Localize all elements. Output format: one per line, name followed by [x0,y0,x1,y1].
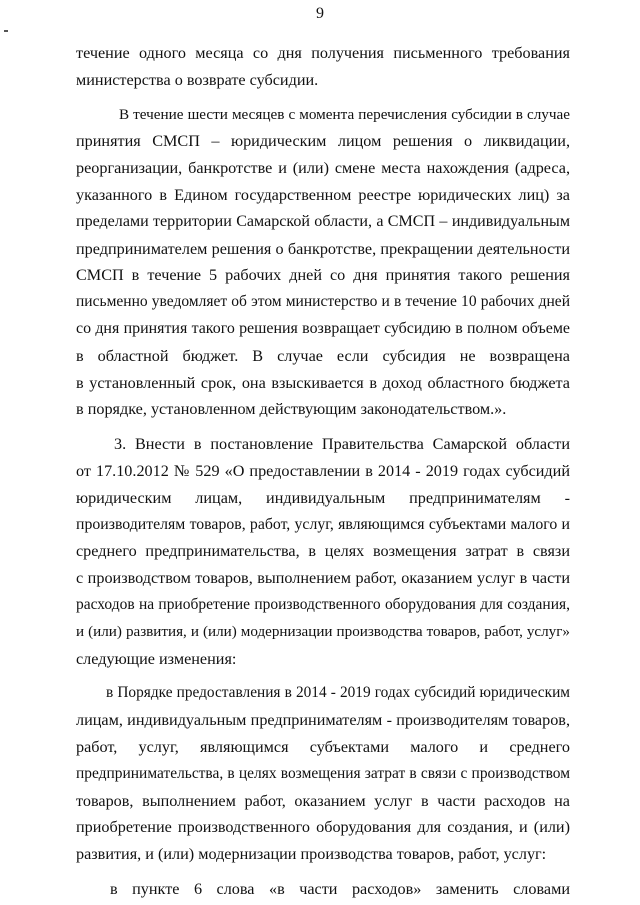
text-line: реорганизации, банкротстве и (или) смене места нахождения (адреса, [76,159,570,178]
text-line: пределами территории Самарской области, а СМСП – индивидуальным [76,212,570,230]
text-line: среднего предпринимательства, в целях возмещения затрат в связи [76,542,570,561]
text-line: со дня принятия такого решения возвращает субсидию в полном объеме [76,319,570,337]
text-line: СМСП в течение 5 рабочих дней со дня принятия такого решения [76,266,570,285]
text-line: 3. Внести в постановление Правительства Самарской области [114,435,570,454]
text-line: и (или) развития, и (или) модернизации производства товаров, работ, услуг» [76,623,570,640]
text-line: течение одного месяца со дня получения письменного требования [76,44,570,62]
text-line: производителям товаров, работ, услуг, являющимся субъектами малого и [76,515,570,533]
text-line: министерства о возврате субсидии. [76,70,319,89]
text-line: в областной бюджет. В случае если субсидия не возвращена [76,346,570,365]
text-line: работ, услуг, являющимся субъектами малого и среднего [76,737,570,756]
text-line: предпринимателем решения о банкротстве, прекращении деятельности [76,239,570,258]
document-body [76,40,570,903]
text-line: юридическим лицам, индивидуальным предпринимателям - [76,488,570,507]
text-line: приобретение производственного оборудования для создания, и (или) [76,818,570,837]
text-line: с производством товаров, выполнением работ, оказанием услуг в части [76,569,570,588]
text-line: следующие изменения: [76,649,237,668]
text-line: в порядке, установленном действующим законодательством.». [76,400,507,419]
text-line: принятия СМСП – юридическим лицом решения о ликвидации, [76,132,570,151]
text-line: развития, и (или) модернизации производства товаров, работ, услуг: [76,845,547,864]
text-line: предпринимательства, в целях возмещения затрат в связи с производством [76,764,570,782]
margin-mark [4,30,8,32]
paragraph-refund-liquidation [76,102,570,424]
text-line: лицам, индивидуальным предпринимателям - производителям товаров, [76,711,570,730]
text-line: расходов на приобретение производственного оборудования для создания, [76,595,570,613]
text-line: В течение шести месяцев с момента перечисления субсидии в случае [119,105,570,123]
paragraph-continuation [76,40,570,94]
text-line: товаров, выполнением работ, оказанием услуг в части расходов на [76,791,570,810]
text-line: от 17.10.2012 № 529 «О предоставлении в 2014 - 2019 годах субсидий [76,461,570,480]
text-line: письменно уведомляет об этом министерство и в течение 10 рабочих дней [76,293,570,311]
text-line: указанного в Едином государственном реестре юридических лиц) за [76,185,570,204]
text-line: в установленный срок, она взыскивается в доход областного бюджета [76,373,570,392]
paragraph-procedure [76,680,570,868]
paragraph-point-6 [76,876,570,903]
text-line: в пункте 6 слова «в части расходов» заменить словами [110,879,570,898]
text-line: в Порядке предоставления в 2014 - 2019 годах субсидий юридическим [106,684,570,702]
page-number: 9 [316,5,324,22]
paragraph-item-3 [76,431,570,672]
